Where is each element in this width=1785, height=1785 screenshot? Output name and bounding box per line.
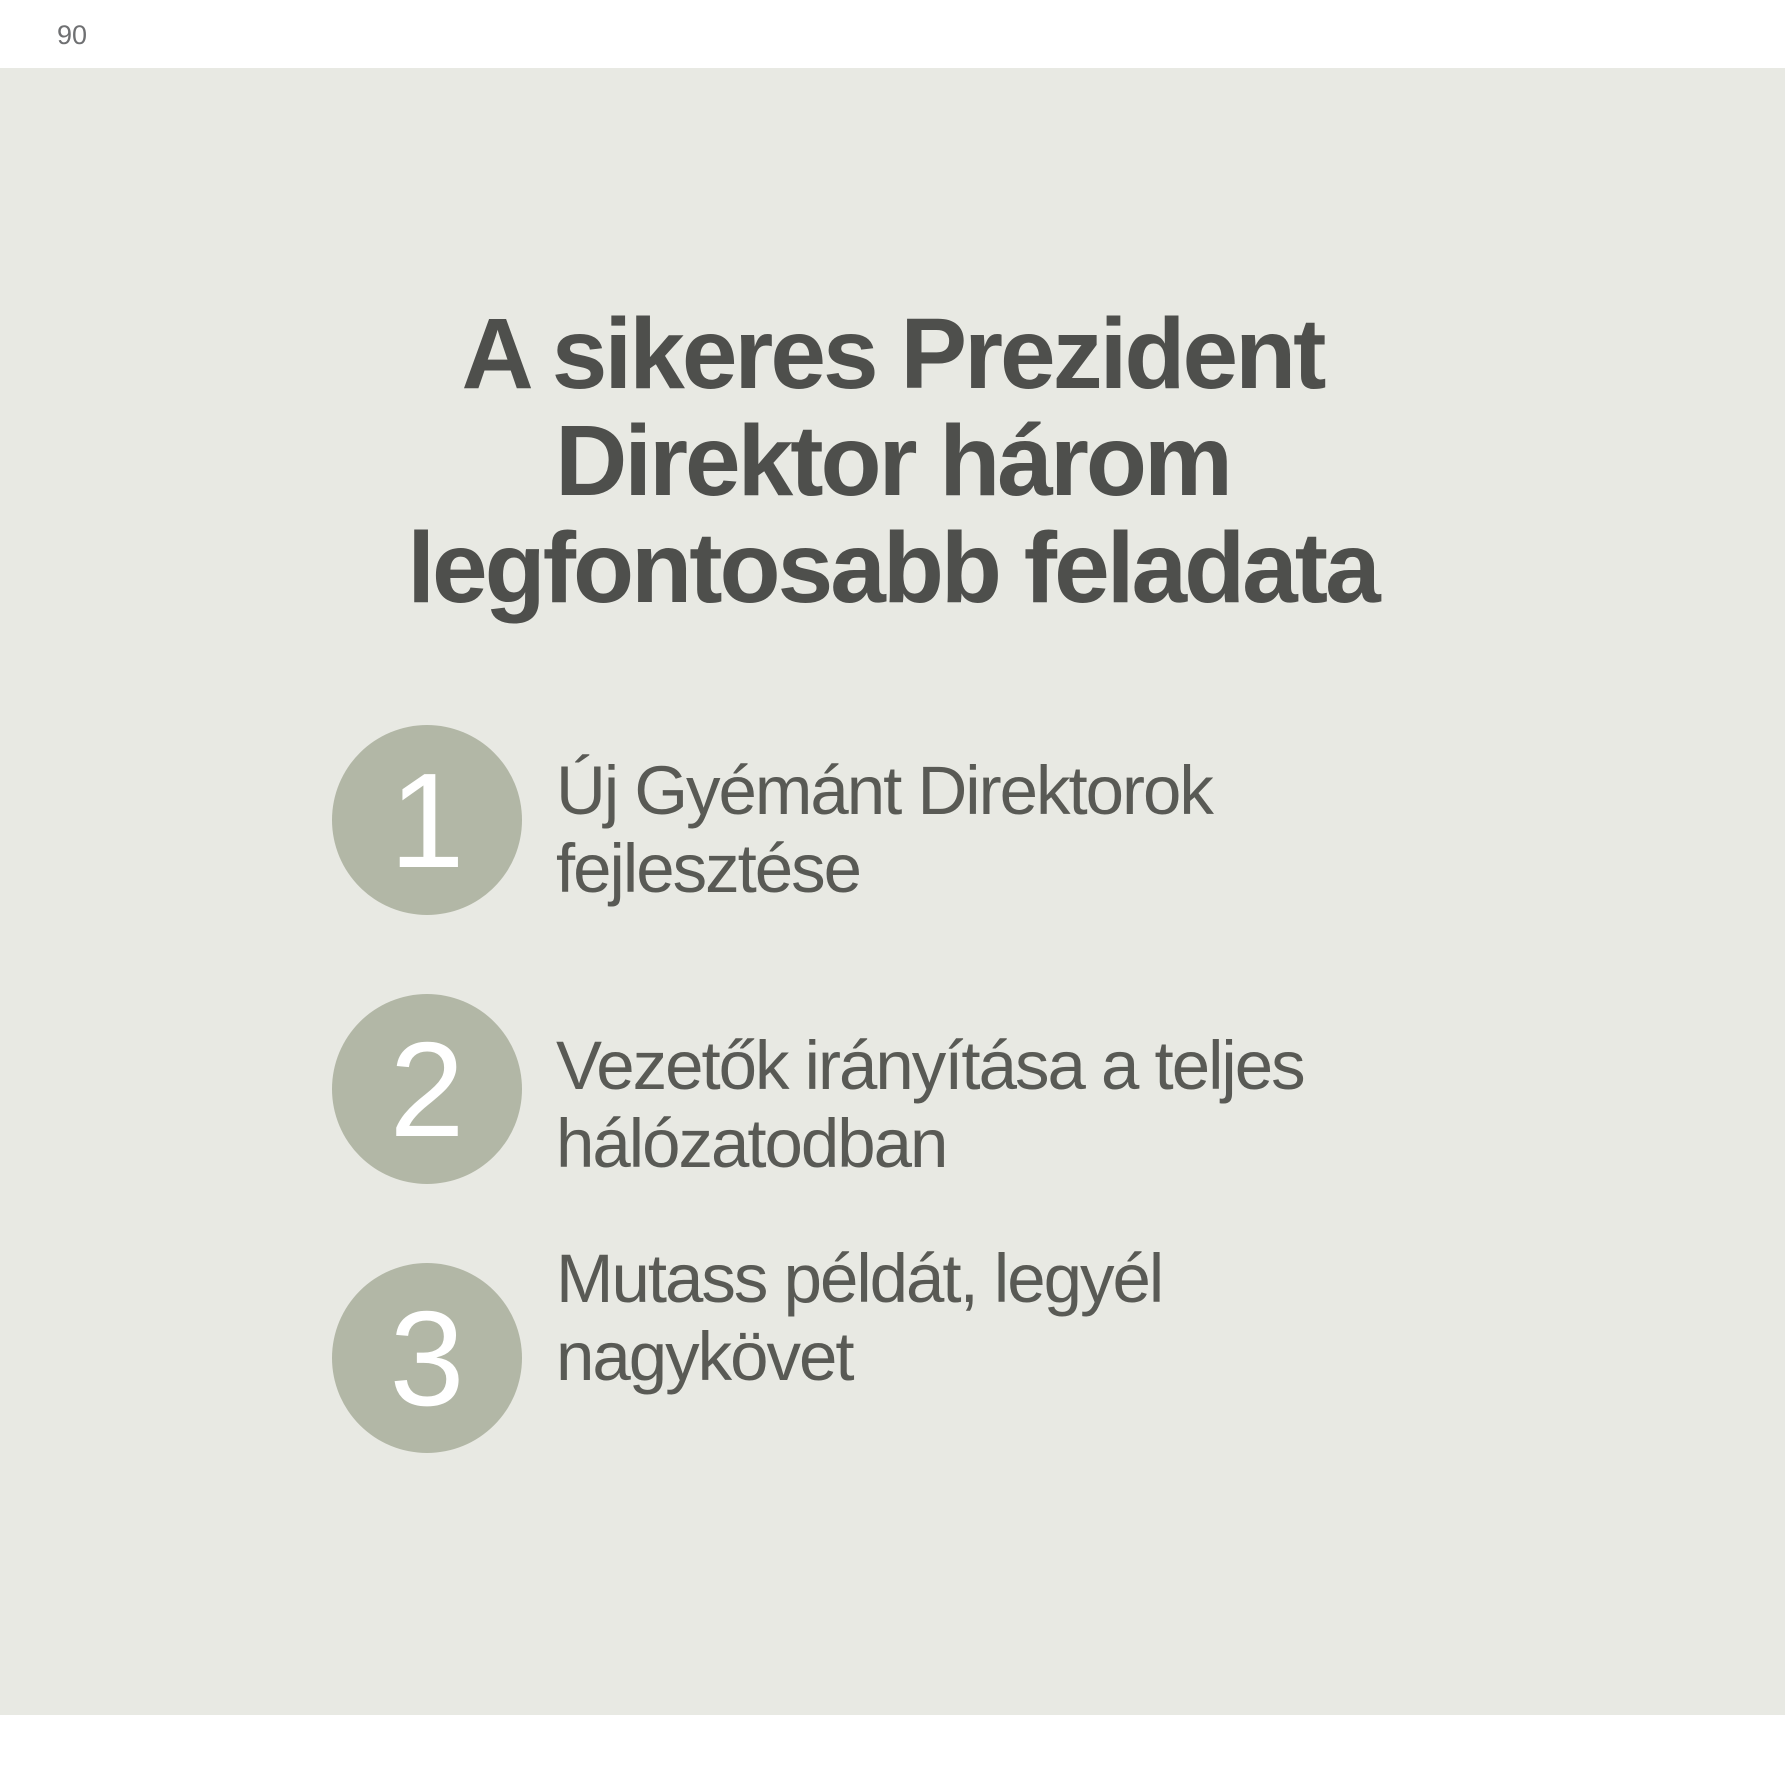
item-2-text-line-1: Vezetők irányítása a teljes <box>556 1027 1304 1104</box>
item-2-text-line-2: hálózatodban <box>556 1105 947 1182</box>
item-1-text-line-2: fejlesztése <box>556 830 860 907</box>
slide-title <box>0 298 1785 624</box>
slide-title-line-3: legfontosabb feladata <box>407 512 1378 624</box>
item-2-text <box>556 1027 1304 1183</box>
item-3-number: 3 <box>389 1282 465 1434</box>
item-1-text-line-1: Új Gyémánt Direktorok <box>556 752 1212 829</box>
item-1-text <box>556 752 1212 908</box>
item-2-number: 2 <box>389 1013 465 1165</box>
slide-title-line-2: Direktor három <box>555 405 1230 517</box>
slide-title-line-1: A sikeres Prezident <box>461 298 1324 410</box>
item-3-number-badge <box>332 1263 522 1453</box>
item-1-number-badge <box>332 725 522 915</box>
content-panel <box>0 68 1785 1715</box>
item-2-number-badge <box>332 994 522 1184</box>
item-3-text-line-2: nagykövet <box>556 1318 853 1395</box>
page-number: 90 <box>57 20 88 50</box>
item-1-number: 1 <box>389 744 465 896</box>
item-3-text <box>556 1240 1162 1396</box>
item-3-text-line-1: Mutass példát, legyél <box>556 1240 1163 1317</box>
